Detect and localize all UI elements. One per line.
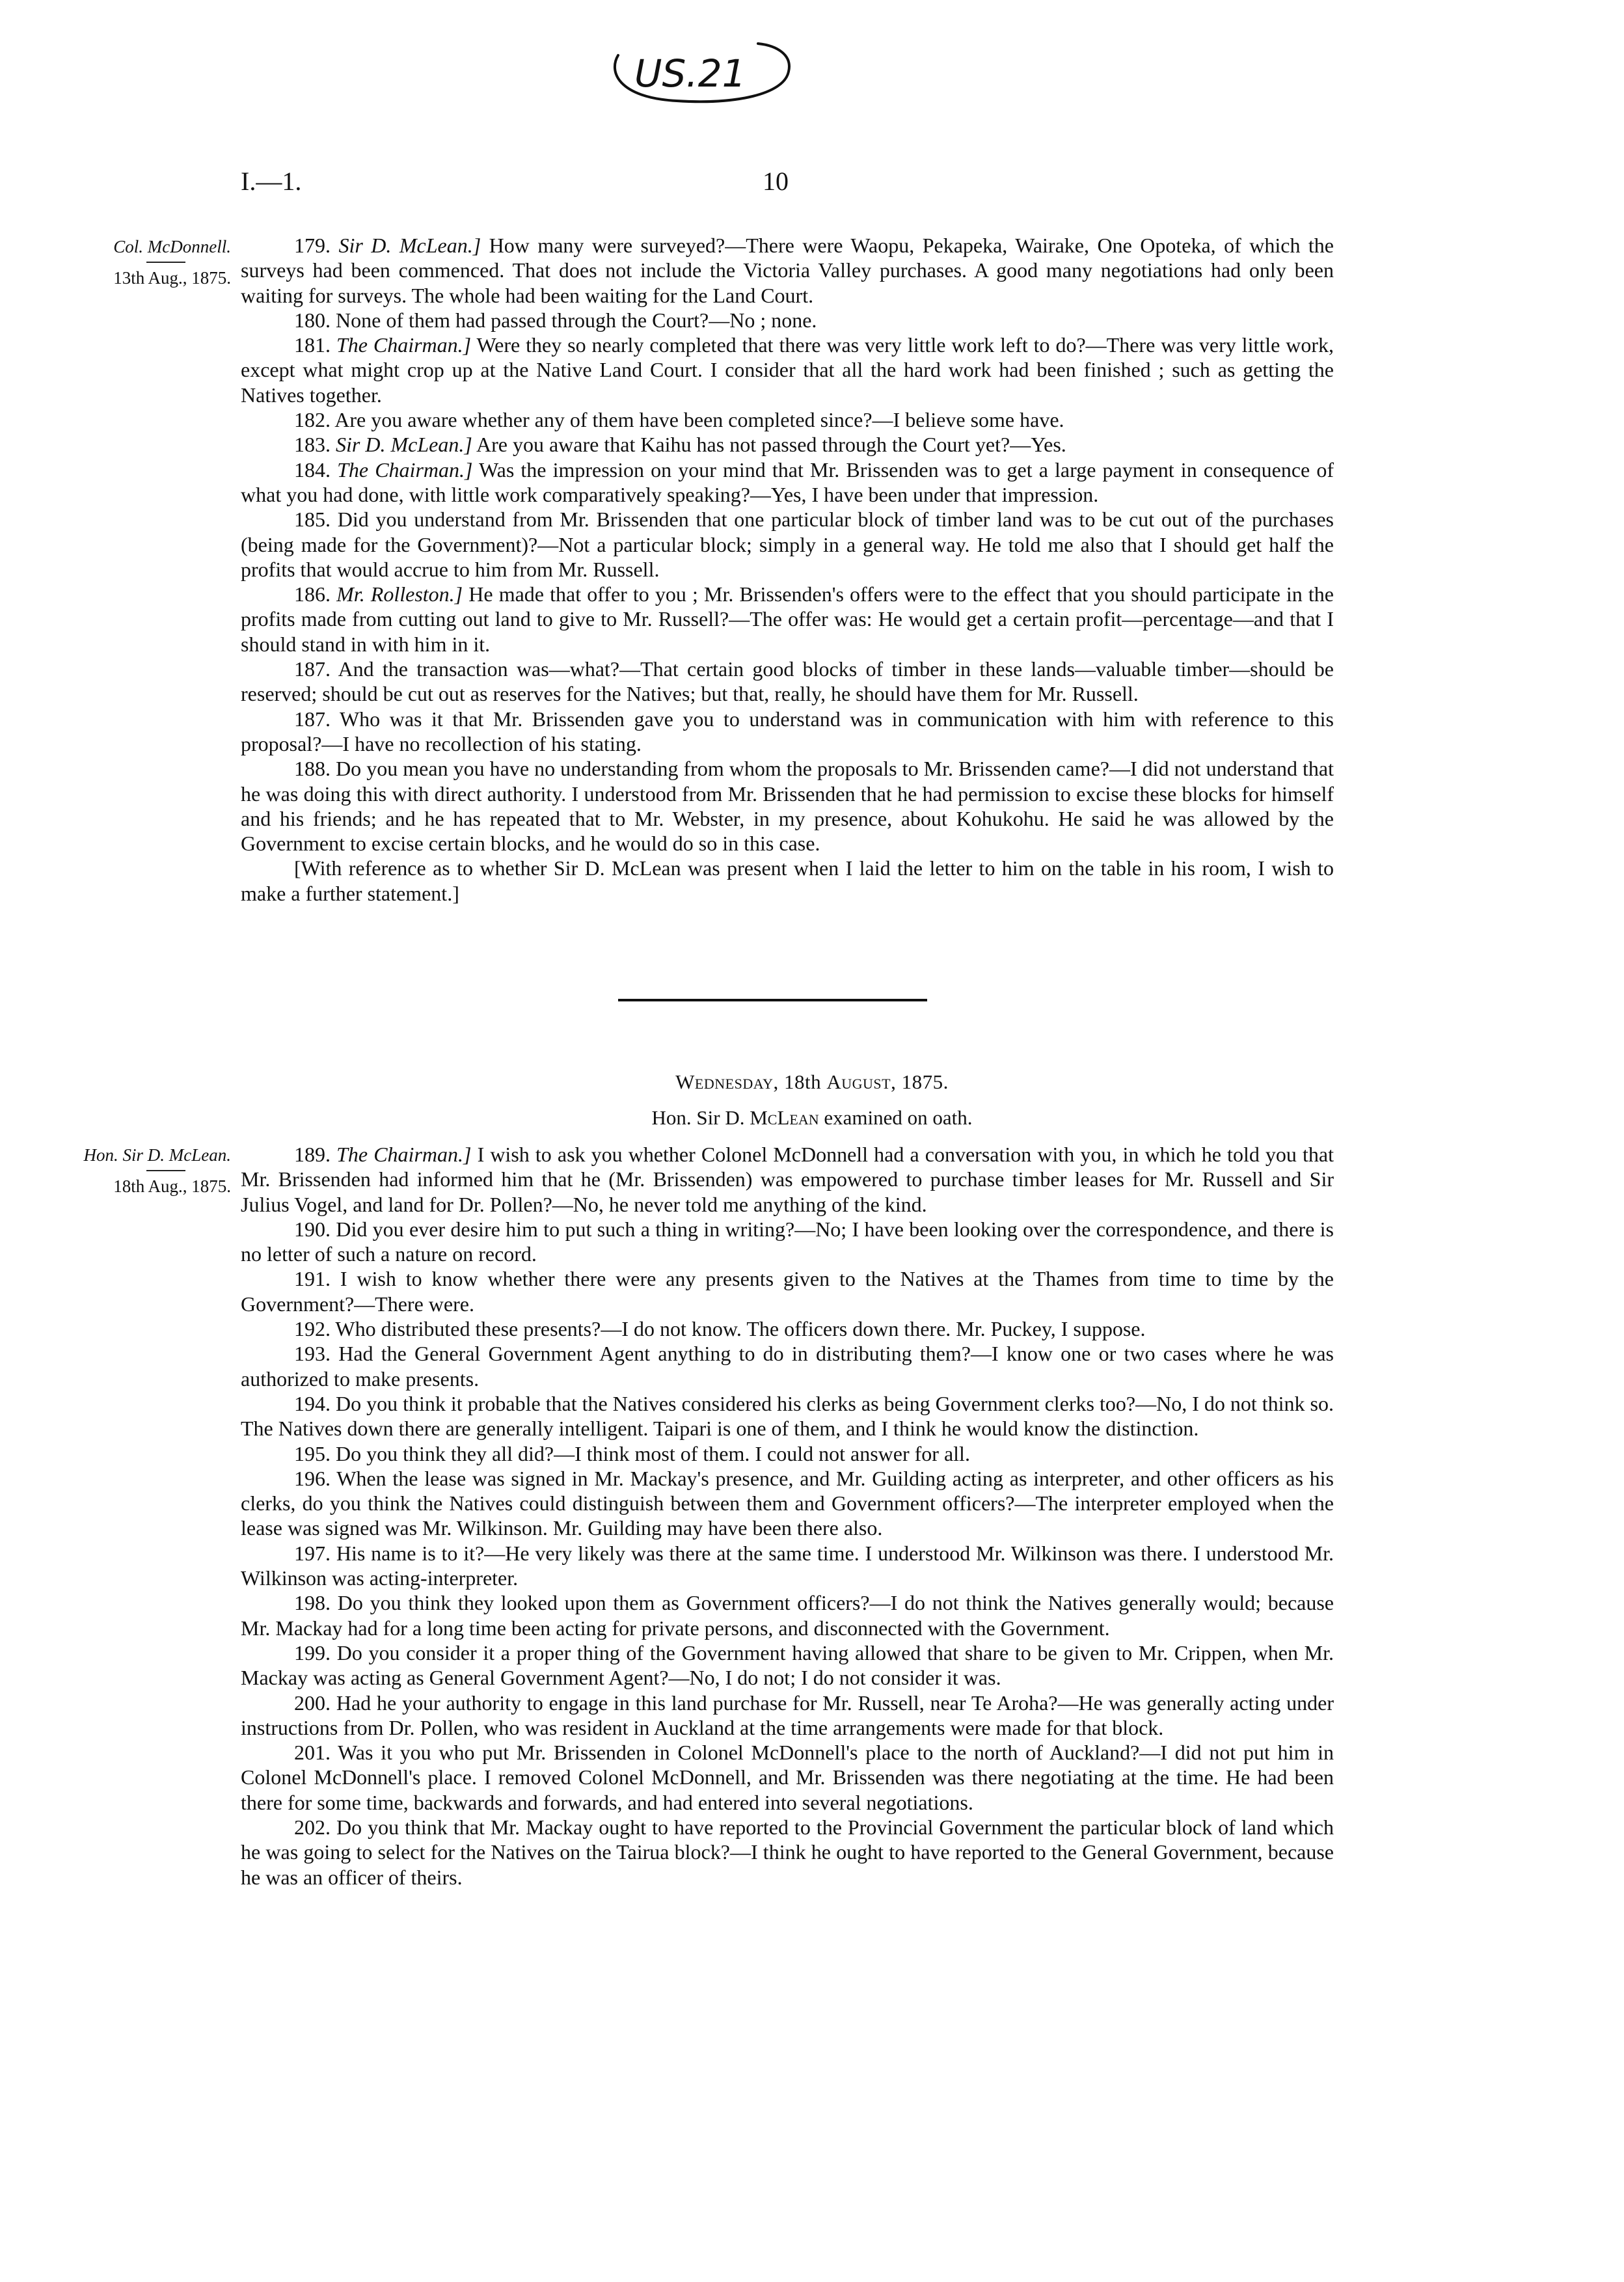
paragraph-text: Are you aware whether any of them have been completed since?—I believe some have. (334, 408, 1064, 432)
margin-note-witness-2 (65, 1144, 231, 1197)
handwritten-text: US.21 (634, 51, 746, 96)
paragraph-text: Do you think that Mr. Mackay ought to have reported to the Provincial Government the particular block of land which he was going to select for the Natives on the Tairua block?—I think he ought to have reported to the General Government, because he was an officer of theirs. (241, 1815, 1334, 1889)
margin-note-name: Hon. Sir D. McLean. (83, 1145, 231, 1165)
question-paragraph (241, 582, 1334, 657)
question-number: 184. (294, 457, 331, 482)
page-number: 10 (763, 167, 789, 196)
question-paragraph (241, 1691, 1334, 1741)
question-paragraph (241, 333, 1334, 407)
paragraph-text: Do you think it probable that the Natives considered his clerks as being Government clerks too?—No, I do not think so. The Natives down there are generally intelligent. Taipari is one of them, and I think he would know the distinction. (241, 1391, 1334, 1441)
question-paragraph (241, 1217, 1334, 1267)
paragraph-text: Had the General Government Agent anything to do in distributing them?—I know one or two cases where he was authorized to make presents. (241, 1342, 1334, 1391)
paragraph-text: Were they so nearly completed that there was very little work left to do?—There was very little work, except what might crop up at the Native Land Court. I consider that all the hard work had been finished ; such as getting the Natives together. (241, 333, 1334, 407)
paragraph-text: Did you understand from Mr. Brissenden that one particular block of timber land was to be cut out of the purchases (being made for the Government)?—Not a particular block; simply in a general way. He told me also that I should get half the profits that would accrue to him from Mr. Russell. (241, 508, 1334, 581)
paragraph-text: Do you think they all did?—I think most of them. I could not answer for all. (336, 1441, 970, 1465)
paragraph-text: Was it you who put Mr. Brissenden in Colonel McDonnell's place to the north of Auckland?—I did not put him in Colonel McDonnell's place. I removed Colonel McDonnell, and Mr. Brissenden was there negotiating at the time. He had been there for some time, backwards and forwards, and had entered into several negotiations. (241, 1741, 1334, 1814)
question-paragraph (241, 432, 1334, 457)
question-number: 200. (294, 1691, 331, 1715)
handwritten-reference-mark (605, 36, 800, 114)
paragraph-text: Had he your authority to engage in this land purchase for Mr. Russell, near Te Aroha?—He was generally acting under instructions from Dr. Pollen, who was resident in Auckland at the time arrangements were made for that block. (241, 1691, 1334, 1739)
handwritten-oval-icon (605, 36, 800, 114)
question-number: 194. (294, 1391, 331, 1415)
question-paragraph (241, 1466, 1334, 1541)
question-paragraph (241, 1441, 1334, 1466)
question-number: 179. (294, 234, 331, 257)
question-number: 183. (294, 433, 331, 457)
speaker-name: Mr. Rolleston.] (336, 582, 463, 606)
question-number: 187. (294, 707, 331, 731)
question-paragraph (241, 1316, 1334, 1341)
question-number: 196. (294, 1466, 331, 1490)
margin-note-rule (146, 262, 185, 263)
question-paragraph (241, 1142, 1334, 1217)
margin-note-witness-1 (65, 236, 231, 289)
question-paragraph (241, 707, 1334, 757)
speaker-name: The Chairman.] (337, 457, 473, 482)
bracketed-statement (241, 856, 1334, 906)
document-code: I.—1. (241, 167, 302, 196)
question-number: 182. (294, 408, 331, 432)
paragraph-text: I wish to ask you whether Colonel McDonnell had a conversation with you, in which he told you that Mr. Brissenden had informed him that he (Mr. Brissenden) was empowered to purchase timber leases for Mr. Russell and Sir Julius Vogel, and land for Dr. Pollen?—No, he never told me anything of the kind. (241, 1143, 1334, 1216)
paragraph-text: And the transaction was—what?—That certain good blocks of timber in these lands—valuable timber—should be reserved; should be cut out as reserves for the Natives; but that, really, he should have them for Mr. Russell. (241, 657, 1334, 706)
paragraph-text: His name is to it?—He very likely was there at the same time. I understood Mr. Wilkinson was there. I understood Mr. Wilkinson was acting-interpreter. (241, 1541, 1334, 1590)
paragraph-text: None of them had passed through the Court?—No ; none. (336, 308, 817, 332)
question-paragraph (241, 657, 1334, 707)
question-number: 181. (294, 333, 331, 357)
paragraph-text: [With reference as to whether Sir D. McLean was present when I laid the letter to him on the table in his room, I wish to make a further statement.] (241, 856, 1334, 905)
question-paragraph (241, 1640, 1334, 1691)
question-number: 201. (294, 1741, 331, 1765)
paragraph-text: I wish to know whether there were any presents given to the Natives at the Thames from time to time by the Government?—There were. (241, 1267, 1334, 1316)
paragraph-text: Do you consider it a proper thing of the Government having allowed that share to be given to Mr. Crippen, when Mr. Mackay was acting as General Government Agent?—No, I do not; I do not consider it was. (241, 1640, 1334, 1690)
margin-note-date: 18th Aug., 1875. (113, 1176, 231, 1196)
question-number: 185. (294, 508, 331, 532)
question-number: 188. (294, 757, 331, 781)
paragraph-text: When the lease was signed in Mr. Mackay's presence, and Mr. Guilding acting as interpreter, and other officers as his clerks, do you think the Natives could distinguish between them and Government officers?—The interpreter employed when the lease was signed was Mr. Wilkinson. Mr. Guilding may have been there also. (241, 1466, 1334, 1540)
paragraph-text: He made that offer to you ; Mr. Brissenden's offers were to the effect that you should participate in the profits made from cutting out land to give to Mr. Russell?—The offer was: He would get a certain profit—percentage—and that I should stand in with him in it. (241, 582, 1334, 656)
page-header (0, 166, 1624, 205)
paragraph-text: Was the impression on your mind that Mr. Brissenden was to get a large payment in consequence of what you had done, with little work comparatively speaking?—Yes, I have been under that impression. (241, 457, 1334, 506)
question-paragraph (241, 1266, 1334, 1316)
paragraph-text: Do you think they looked upon them as Government officers?—I do not think the Natives generally would; because Mr. Mackay had for a long time been acting for private persons, and disconnected with the Government. (241, 1591, 1334, 1640)
testimony-section-2 (241, 1142, 1334, 1890)
paragraph-text: Did you ever desire him to put such a thing in writing?—No; I have been looking over the correspondence, and there is no letter of such a nature on record. (241, 1217, 1334, 1266)
question-paragraph (241, 1590, 1334, 1640)
question-paragraph (241, 1815, 1334, 1890)
question-number: 186. (294, 582, 331, 606)
margin-note-name: Col. McDonnell. (113, 237, 231, 256)
paragraph-text: Who was it that Mr. Brissenden gave you to understand was in communication with him with reference to this proposal?—I have no recollection of his stating. (241, 707, 1334, 755)
question-paragraph (241, 507, 1334, 582)
paragraph-text: How many were surveyed?—There were Waopu, Pekapeka, Wairake, One Opoteka, of which the surveys had been commenced. That does not include the Victoria Valley purchases. A good many negotiations had only been waiting for surveys. The whole had been waiting for the Land Court. (241, 234, 1334, 307)
speaker-name: The Chairman.] (336, 1143, 472, 1166)
testimony-section-1 (241, 233, 1334, 906)
question-number: 187. (294, 657, 331, 681)
question-number: 202. (294, 1815, 331, 1840)
question-number: 190. (294, 1217, 331, 1241)
question-paragraph (241, 1391, 1334, 1441)
speaker-name: Sir D. McLean.] (336, 433, 472, 457)
question-paragraph (241, 233, 1334, 308)
section-subheading: Hon. Sir D. McLean examined on oath. (651, 1106, 973, 1129)
margin-note-rule (146, 1170, 185, 1171)
question-number: 198. (294, 1591, 331, 1615)
question-number: 197. (294, 1541, 331, 1565)
question-number: 180. (294, 308, 331, 332)
speaker-name: Sir D. McLean.] (338, 234, 481, 257)
section-divider (618, 999, 927, 1001)
section-heading: Wednesday, 18th August, 1875. (675, 1070, 949, 1093)
paragraph-text: Do you mean you have no understanding from whom the proposals to Mr. Brissenden came?—I did not understand that he was doing this with direct authority. I understood from Mr. Brissenden that he had permission to excise these blocks for himself and his friends; and he has repeated that to Mr. Webster, in my presence, about Kohukohu. He said he was allowed by the Government to excise certain blocks, and he would do so in this case. (241, 757, 1334, 856)
question-number: 195. (294, 1441, 331, 1465)
paragraph-text: Are you aware that Kaihu has not passed through the Court yet?—Yes. (472, 433, 1066, 457)
question-paragraph (241, 457, 1334, 508)
question-paragraph (241, 756, 1334, 856)
question-paragraph (241, 1740, 1334, 1815)
question-paragraph (241, 1541, 1334, 1591)
question-number: 199. (294, 1640, 331, 1664)
question-number: 191. (294, 1267, 331, 1291)
question-number: 189. (294, 1143, 331, 1166)
question-paragraph (241, 1341, 1334, 1391)
question-paragraph (241, 407, 1334, 432)
margin-note-date: 13th Aug., 1875. (113, 268, 231, 288)
question-number: 193. (294, 1342, 331, 1366)
paragraph-text: Who distributed these presents?—I do not know. The officers down there. Mr. Puckey, I suppose. (335, 1317, 1146, 1341)
question-paragraph (241, 308, 1334, 333)
speaker-name: The Chairman.] (336, 333, 472, 357)
question-number: 192. (294, 1317, 331, 1341)
